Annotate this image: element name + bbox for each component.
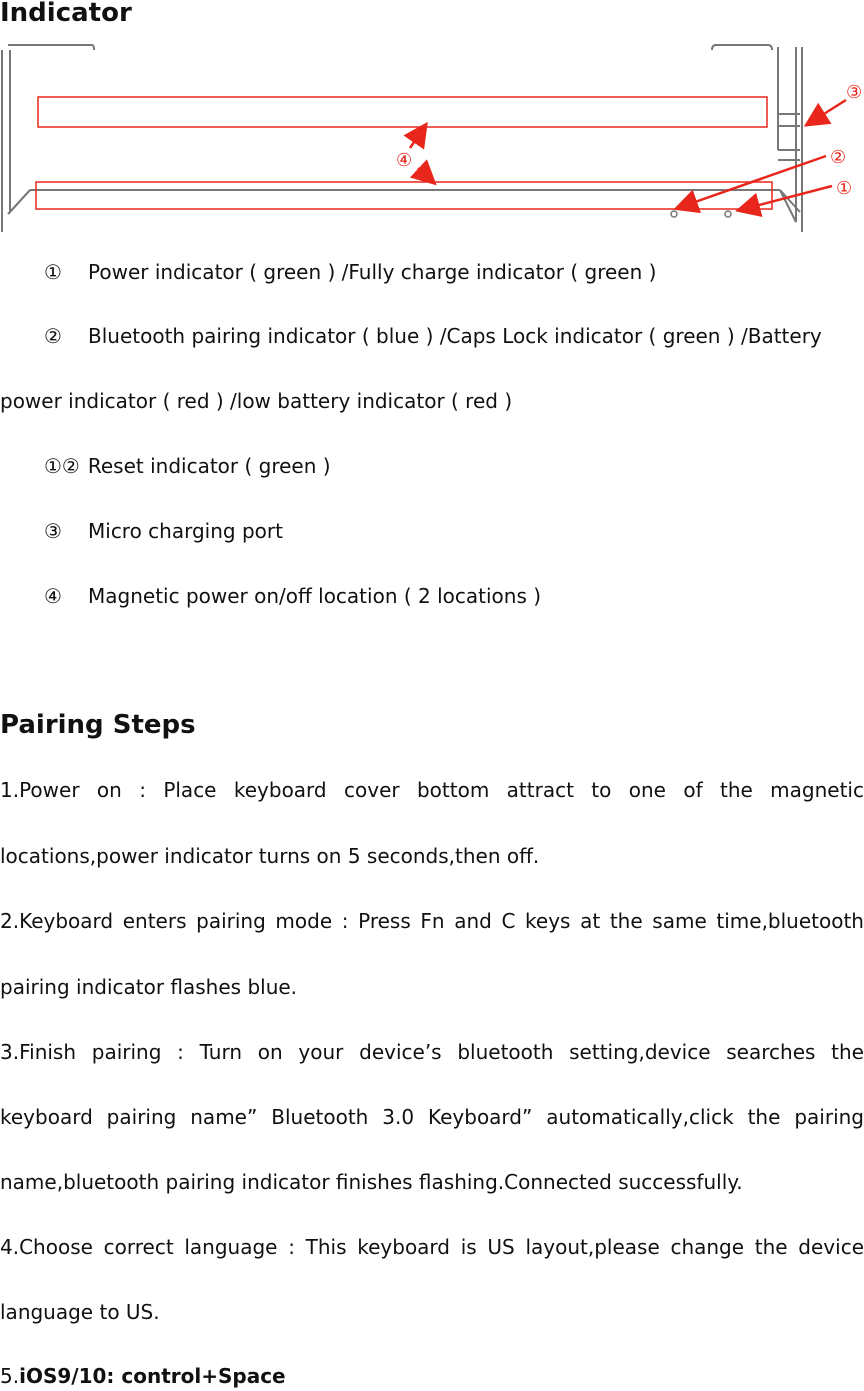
item-text: Bluetooth pairing indicator ( blue ) /Caps Lock indicator ( green ) /Battery [88,324,822,348]
step-2-line-2: pairing indicator flashes blue. [0,975,298,999]
callout-label-3: ③ [846,82,863,103]
callout-label-2: ② [830,147,847,168]
callout-arrow-4b [418,168,433,182]
section-title-indicator: Indicator [0,0,132,28]
keyboard-indicator-diagram [0,42,864,238]
step-1-line-1: 1.Power on : Place keyboard cover bottom attract to one of the magnetic [0,778,864,802]
item-text: Reset indicator ( green ) [87,454,331,478]
indicator-item-1 [44,260,656,284]
step-5 [0,1364,286,1388]
item-text: Magnetic power on/off location ( 2 locations ) [88,584,542,608]
callout-label-1: ① [836,178,853,199]
item-text: Power indicator ( green ) /Fully charge indicator ( green ) [88,260,657,284]
item-number: ③ [44,519,62,543]
step-5-prefix: 5. [0,1364,20,1388]
callout-label-4: ④ [396,150,413,171]
step-4-line-1: 4.Choose correct language : This keyboard is US layout,please change the device [0,1235,864,1259]
callout-arrow-3 [808,100,846,124]
indicator-item-2-continued: power indicator ( red ) /low battery indicator ( red ) [0,389,513,413]
indicator-item-12 [44,454,331,478]
step-3-line-1: 3.Finish pairing : Turn on your device’s bluetooth setting,device searches the [0,1040,864,1064]
step-5-shortcut: iOS9/10: control+Space [19,1364,286,1388]
step-4-line-2: language to US. [0,1300,160,1324]
indicator-item-4 [44,584,541,608]
item-text: Micro charging port [88,519,283,543]
indicator-item-3 [44,519,283,543]
magnetic-location-upper-box [38,97,767,127]
item-number: ① [44,260,62,284]
step-1-line-2: locations,power indicator turns on 5 seconds,then off. [0,844,540,868]
step-3-line-3: name,bluetooth pairing indicator finishes flashing.Connected successfully. [0,1170,743,1194]
magnetic-location-lower-box [36,182,772,209]
callout-arrow-4a [410,126,425,148]
item-number: ② [44,324,62,348]
item-number: ①② [44,454,80,478]
indicator-item-2 [44,324,822,348]
section-title-pairing-steps: Pairing Steps [0,710,196,740]
step-3-line-2: keyboard pairing name” Bluetooth 3.0 Keyboard” automatically,click the pairing [0,1105,864,1129]
step-2-line-1: 2.Keyboard enters pairing mode : Press Fn and C keys at the same time,bluetooth [0,909,864,933]
item-number: ④ [44,584,62,608]
